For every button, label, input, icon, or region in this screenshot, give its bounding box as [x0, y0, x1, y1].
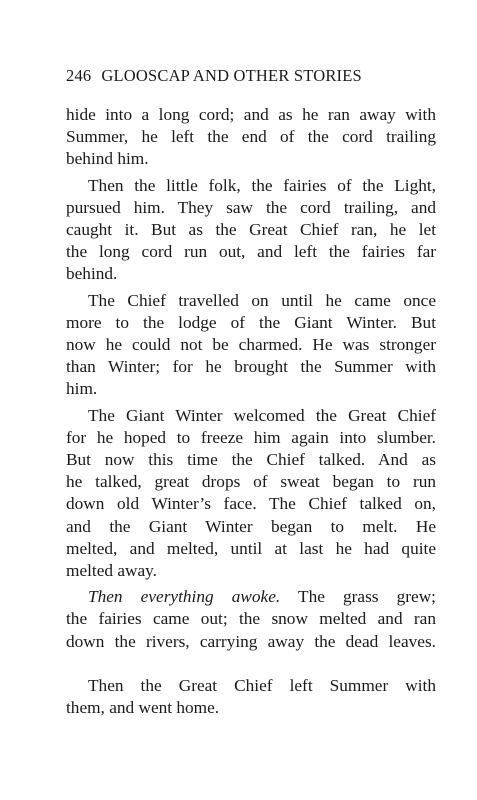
text-line: Then the little folk, the fairies of the Light, — [88, 175, 436, 195]
paragraph-gap — [66, 657, 436, 675]
text-line: behind him. — [66, 149, 149, 169]
text-line: the fairies came out; the snow melted and ran — [66, 609, 436, 629]
running-header — [66, 66, 362, 86]
paragraph — [66, 104, 436, 171]
page-number: 246 — [66, 66, 92, 85]
text-line: him. — [66, 379, 98, 399]
text-line: and the Giant Winter began to melt. He — [66, 516, 436, 536]
paragraph — [66, 586, 436, 653]
text-line: them, and went home. — [66, 698, 220, 718]
text-line: now he could not be charmed. He was stronger — [66, 335, 436, 355]
paragraph — [66, 175, 436, 286]
text-line: The Chief travelled on until he came once — [88, 290, 436, 310]
text-line: But now this time the Chief talked. And as — [66, 450, 436, 470]
text-line: the long cord run out, and left the fairies far — [66, 242, 436, 262]
text-line: than Winter; for he brought the Summer with — [66, 357, 436, 377]
text-line: Then the Great Chief left Summer with — [88, 675, 436, 695]
text-line: for he hoped to freeze him again into slumber. — [66, 427, 436, 447]
body-text — [66, 104, 436, 723]
paragraph — [66, 675, 436, 719]
text-fragment: The grass grew; — [280, 587, 436, 607]
text-line: melted away. — [66, 561, 158, 581]
text-line: behind. — [66, 264, 118, 284]
paragraph — [66, 405, 436, 583]
text-line: hide into a long cord; and as he ran away with — [66, 105, 436, 124]
text-line: down the rivers, carrying away the dead leaves. — [66, 631, 436, 651]
text-line: pursued him. They saw the cord trailing, and — [66, 197, 436, 217]
paragraph — [66, 290, 436, 401]
text-line: The Giant Winter welcomed the Great Chief — [88, 405, 436, 425]
text-line: melted, and melted, until at last he had quite — [66, 538, 436, 558]
text-line: more to the lodge of the Giant Winter. But — [66, 312, 436, 332]
italic-lead: Then everything awoke. — [88, 587, 281, 607]
text-line: caught it. But as the Great Chief ran, he let — [66, 220, 436, 240]
text-line: Summer, he left the end of the cord trailing — [66, 127, 436, 147]
text-line — [66, 586, 436, 608]
text-line: down old Winter’s face. The Chief talked on, — [66, 494, 436, 514]
text-line: he talked, great drops of sweat began to run — [66, 472, 436, 492]
running-title: GLOOSCAP AND OTHER STORIES — [101, 66, 362, 85]
